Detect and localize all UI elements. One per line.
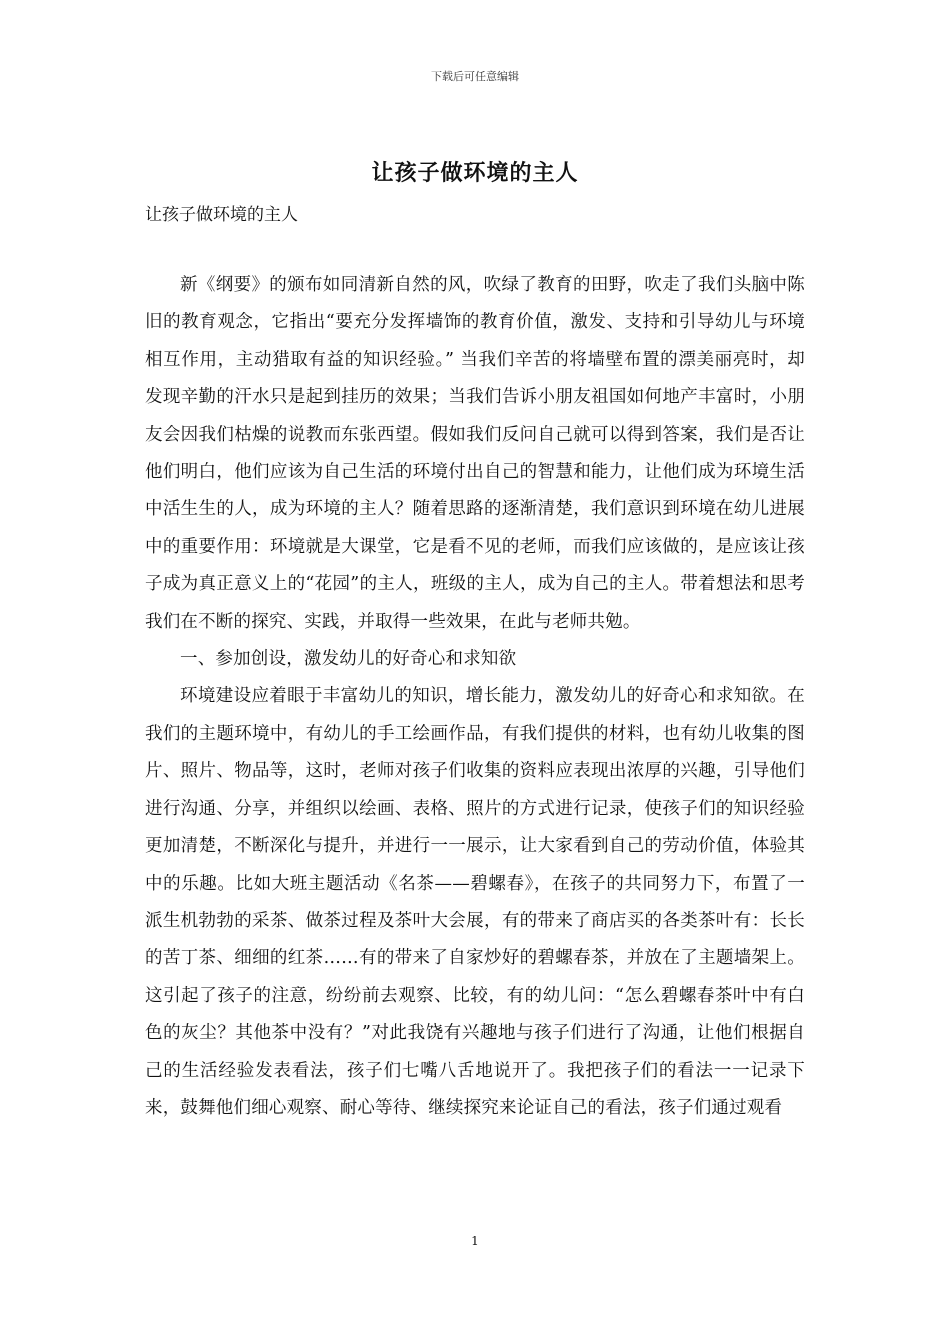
paragraph-section-1: 环境建设应着眼于丰富幼儿的知识，增长能力，激发幼儿的好奇心和求知欲。在我们的主题环境中，有幼儿的手工绘画作品，有我们提供的材料，也有幼儿收集的图片、照片、物品等，这时，老师对孩子们收集的资料应表现出浓厚的兴趣，引导他们进行沟通、分享，并组织以绘画、表格、照片的方式进行记录，使孩子们的知识经验更加清楚，不断深化与提升，并进行一一展示，让大家看到自己的劳动价值，体验其中的乐趣。比如大班主题活动《名茶——碧螺春》，在孩子的共同努力下，布置了一派生机勃勃的采茶、做茶过程及茶叶大会展，有的带来了商店买的各类茶叶有：长长的苦丁茶、细细的红茶……有的带来了自家炒好的碧螺春茶，并放在了主题墙架上。这引起了孩子的注意，纷纷前去观察、比较，有的幼儿问：“怎么碧螺春茶叶中有白色的灰尘？其他茶中没有？”对此我饶有兴趣地与孩子们进行了沟通，让他们根据自己的生活经验发表看法，孩子们七嘴八舌地说开了。我把孩子们的看法一一记录下来，鼓舞他们细心观察、耐心等待、继续探究来论证自己的看法，孩子们通过观看 xyxy=(145,686,805,1118)
page-number: 1 xyxy=(471,1234,479,1248)
header-note: 下载后可任意编辑 xyxy=(431,70,519,83)
document-title: 让孩子做环境的主人 xyxy=(371,160,579,186)
section-heading: 一、参加创设，激发幼儿的好奇心和求知欲 xyxy=(180,649,517,670)
paragraph-intro: 新《纲要》的颁布如同清新自然的风，吹绿了教育的田野，吹走了我们头脑中陈旧的教育观念，它指出“要充分发挥墙饰的教育价值，激发、支持和引导幼儿与环境相互作用，主动猎取有益的知识经验。” 当我们辛苦的将墙壁布置的漂美丽亮时，却发现辛勤的汗水只是起到挂历的效果；当我们告诉小朋友祖国如何地产丰富时，小朋友会因我们枯燥的说教而东张西望。假如我们反问自己就可以得到答案，我们是否让他们明白，他们应该为自己生活的环境付出自己的智慧和能力，让他们成为环境生活中活生生的人，成为环境的主人？随着思路的逐渐清楚，我们意识到环境在幼儿进展中的重要作用：环境就是大课堂，它是看不见的老师，而我们应该做的，是应该让孩子成为真正意义上的“花园”的主人，班级的主人，成为自己的主人。带着想法和思考我们在不断的探究、实践，并取得一些效果，在此与老师共勉。 xyxy=(145,275,805,632)
document-body xyxy=(145,267,805,1127)
document-subtitle: 让孩子做环境的主人 xyxy=(145,205,298,225)
